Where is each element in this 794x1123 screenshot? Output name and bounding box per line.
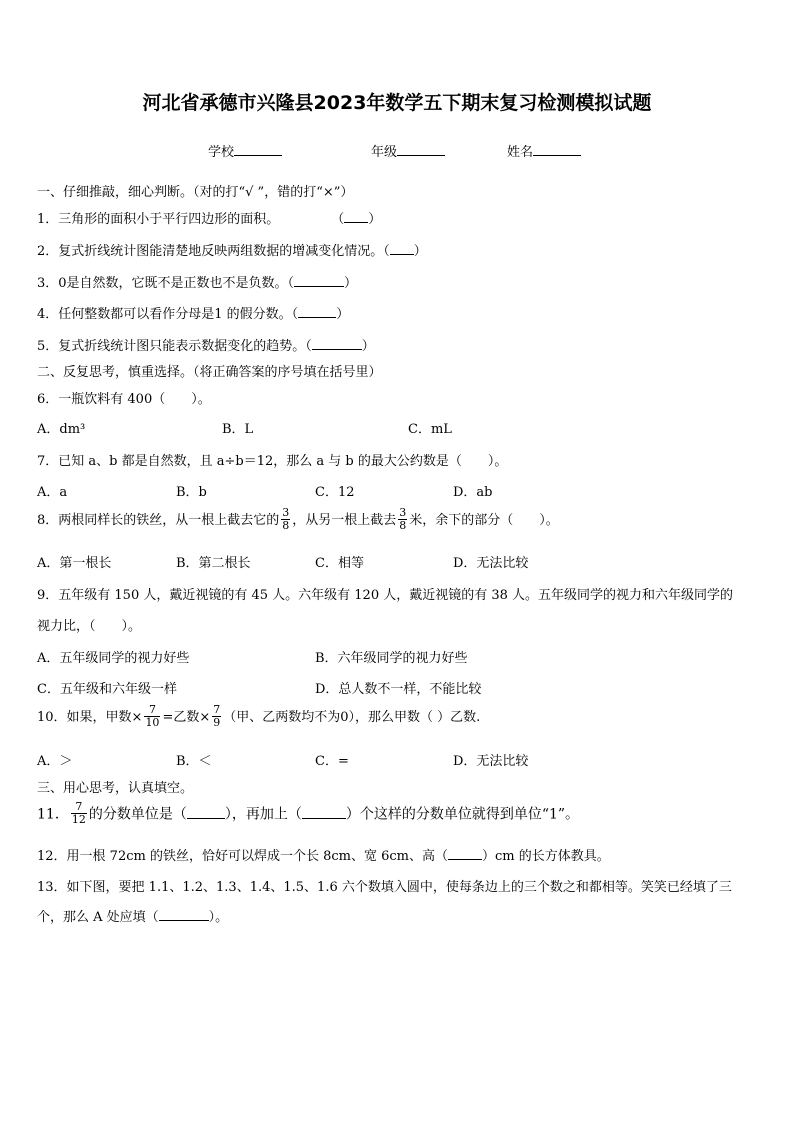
section-3-heading: 三、用心思考，认真填空。: [37, 781, 194, 796]
q6-option-b[interactable]: B．L: [222, 422, 254, 437]
q8-option-d[interactable]: D．无法比较: [453, 556, 529, 571]
question-13-line1: 13．如下图，要把 1.1、1.2、1.3、1.4、1.5、1.6 六个数填入圆中，使每条边上的三个数之和都相等。笑笑已经填了三: [37, 880, 732, 895]
q12-blank[interactable]: [448, 847, 482, 860]
q6-option-a[interactable]: A．dm³: [37, 422, 86, 437]
q10-option-d[interactable]: D．无法比较: [453, 754, 529, 769]
q8-option-c[interactable]: C．相等: [315, 556, 364, 571]
fraction-3-8: $\frac{3}{8}$: [282, 506, 290, 532]
q7-option-c[interactable]: C．12: [315, 485, 355, 500]
q7-option-d[interactable]: D．ab: [453, 485, 493, 500]
q10-option-b[interactable]: B．＜: [176, 754, 212, 769]
question-9-line2: 视力比，（ ）。: [37, 619, 142, 634]
q3-blank[interactable]: [294, 274, 344, 287]
q5-blank[interactable]: [312, 337, 362, 350]
fraction-7-10: $\frac{7}{10}$: [145, 703, 160, 729]
question-3: 3．0是自然数，它既不是正数也不是负数。（ ）: [37, 276, 358, 291]
q10-option-a[interactable]: A．＞: [37, 754, 73, 769]
q6-option-c[interactable]: C．mL: [408, 422, 452, 437]
q10-option-c[interactable]: C．=: [315, 754, 349, 769]
question-6: 6．一瓶饮料有 400（ ）。: [37, 392, 211, 407]
section-1-heading: 一、仔细推敲，细心判断。（对的打“√ ”，错的打“×”）: [37, 185, 354, 200]
q8-option-a[interactable]: A．第一根长: [37, 556, 112, 571]
school-blank[interactable]: [234, 143, 282, 156]
question-2: 2．复式折线统计图能清楚地反映两组数据的增减变化情况。（ ）: [37, 244, 427, 259]
q7-option-a[interactable]: A．a: [37, 485, 68, 500]
question-4: 4．任何整数都可以看作分母是1 的假分数。（ ）: [37, 307, 350, 322]
question-10: 10．如果，甲数× $\frac{7}{10}$ =乙数× $\frac{7}{9}$ （甲、乙两数均不为0），那么甲数（ ）乙数.: [37, 703, 481, 729]
grade-field: 年级: [371, 141, 445, 160]
q8-option-b[interactable]: B．第二根长: [176, 556, 251, 571]
q7-option-b[interactable]: B．b: [176, 485, 207, 500]
q11-blank-2[interactable]: [302, 806, 346, 819]
q13-blank[interactable]: [159, 908, 209, 921]
question-11: 11． $\frac{7}{12}$ 的分数单位是（ ），再加上（ ）个这样的分数单位就得到单位“1”。: [37, 800, 580, 826]
question-13-line2: 个，那么 A 处应填（ ）。: [37, 910, 229, 925]
q9-option-b[interactable]: B．六年级同学的视力好些: [315, 651, 468, 666]
name-field: 姓名: [507, 141, 581, 160]
fraction-7-9: $\frac{7}{9}$: [213, 703, 221, 729]
name-blank[interactable]: [533, 143, 581, 156]
q11-blank-1[interactable]: [187, 806, 225, 819]
q9-option-d[interactable]: D．总人数不一样，不能比较: [315, 682, 482, 697]
grade-blank[interactable]: [397, 143, 445, 156]
school-field: 学校: [208, 141, 282, 160]
page-title: 河北省承德市兴隆县2023年数学五下期末复习检测模拟试题: [142, 92, 652, 114]
section-2-heading: 二、反复思考，慎重选择。（将正确答案的序号填在括号里）: [37, 365, 382, 380]
q9-option-c[interactable]: C．五年级和六年级一样: [37, 682, 177, 697]
fraction-7-12: $\frac{7}{12}$: [71, 800, 86, 826]
q4-blank[interactable]: [298, 305, 336, 318]
question-8: 8．两根同样长的铁丝，从一根上截去它的 $\frac{3}{8}$ ，从另一根上截去 $\frac{3}{8}$ 米，余下的部分（ ）。: [37, 506, 559, 532]
question-1: 1．三角形的面积小于平行四边形的面积。 （ ）: [37, 212, 382, 227]
q1-blank[interactable]: [344, 210, 368, 223]
q2-blank[interactable]: [390, 242, 414, 255]
question-5: 5．复式折线统计图只能表示数据变化的趋势。（ ）: [37, 339, 375, 354]
fraction-3-8: $\frac{3}{8}$: [399, 506, 407, 532]
question-12: 12．用一根 72cm 的铁丝，恰好可以焊成一个长 8cm、宽 6cm、高（ ）cm 的长方体教具。: [37, 849, 610, 864]
q9-option-a[interactable]: A．五年级同学的视力好些: [37, 651, 190, 666]
question-7: 7．已知 a、b 都是自然数，且 a÷b＝12，那么 a 与 b 的最大公约数是（ ）。: [37, 454, 508, 469]
question-9-line1: 9．五年级有 150 人，戴近视镜的有 45 人。六年级有 120 人，戴近视镜的有 38 人。五年级同学的视力和六年级同学的: [37, 588, 734, 603]
